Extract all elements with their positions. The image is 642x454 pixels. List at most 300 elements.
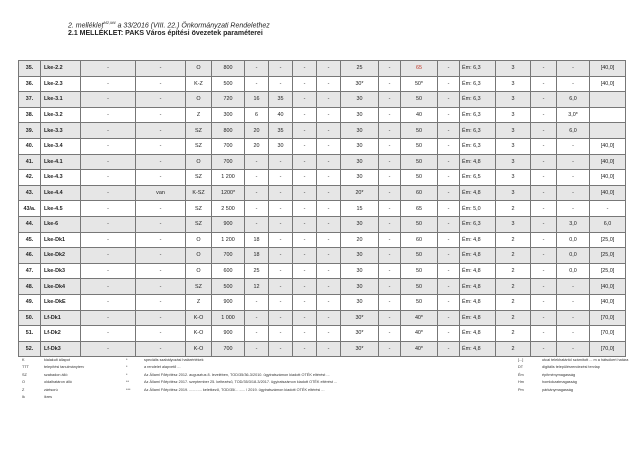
table-cell: 1200*: [212, 185, 245, 201]
table-cell: 2: [496, 201, 531, 217]
table-cell: 50*: [401, 76, 438, 92]
table-cell: K-Z: [186, 76, 212, 92]
table-cell: -: [379, 185, 401, 201]
row-number: 42.: [19, 170, 41, 186]
table-cell: -: [269, 76, 293, 92]
legend-text: Az Állami Főépítész 2017. szeptember 25. keltezésű, TOD/35/3/18-3/2017. ügyiratszámon kiadott OTÉK eltérést ...: [144, 380, 338, 385]
table-cell: 0,0: [557, 248, 590, 264]
table-cell: O: [186, 61, 212, 77]
table-cell: [590, 123, 626, 139]
table-cell: 3: [496, 61, 531, 77]
table-cell: -: [379, 170, 401, 186]
table-cell: -: [438, 263, 460, 279]
legend-key: Hm: [518, 380, 524, 385]
table-cell: -: [438, 341, 460, 357]
table-cell: -: [136, 294, 186, 310]
row-number: 43.: [19, 185, 41, 201]
table-cell: -: [293, 92, 317, 108]
table-cell: O: [186, 263, 212, 279]
table-cell: -: [81, 107, 136, 123]
table-row: [19, 76, 626, 92]
table-cell: 1 200: [212, 170, 245, 186]
table-cell: Ém: 6,3: [460, 123, 496, 139]
table-cell: O: [186, 232, 212, 248]
annex-title: 2. melléklet$^{M2,M4}$ a 33/2016 (VIII. 22.) Önkormányzati Rendelethez: [68, 20, 270, 30]
table-cell: 30*: [341, 310, 379, 326]
table-cell: [25,0]: [590, 263, 626, 279]
legend-text: telepítési tanulmányterv: [44, 365, 85, 370]
table-cell: 2: [496, 310, 531, 326]
table-cell: -: [438, 138, 460, 154]
table-cell: 800: [212, 123, 245, 139]
legend-key: DT: [518, 365, 524, 370]
table-cell: -: [531, 170, 557, 186]
table-cell: -: [81, 294, 136, 310]
table-cell: -: [269, 341, 293, 357]
table-cell: -: [81, 61, 136, 77]
table-cell: -: [245, 341, 269, 357]
legend-text: szabadon álló: [44, 372, 68, 377]
zone-code: Lke-4.5: [41, 201, 81, 217]
table-cell: -: [269, 294, 293, 310]
table-cell: -: [269, 232, 293, 248]
table-cell: -: [293, 263, 317, 279]
table-cell: -: [317, 138, 341, 154]
zone-code: Lke-6: [41, 216, 81, 232]
table-cell: -: [438, 216, 460, 232]
legend-row: [22, 358, 628, 365]
table-cell: -: [269, 248, 293, 264]
row-number: 51.: [19, 326, 41, 342]
table-cell: 50: [401, 170, 438, 186]
table-cell: -: [136, 61, 186, 77]
table-cell: Ém: 4,8: [460, 154, 496, 170]
table-cell: -: [379, 201, 401, 217]
table-cell: [40,0]: [590, 185, 626, 201]
zone-code: Lke-Dk3: [41, 263, 81, 279]
table-cell: Ém: 4,8: [460, 310, 496, 326]
table-cell: 6: [245, 107, 269, 123]
table-cell: -: [245, 310, 269, 326]
table-cell: -: [531, 61, 557, 77]
legend-key: K: [22, 358, 25, 362]
legend-text: építménymagasság: [542, 372, 576, 377]
legend-text: utcai telekhatártól számított ... m a hátsókert határa: [542, 358, 629, 362]
table-cell: 500: [212, 76, 245, 92]
legend-key: Ik: [22, 394, 25, 399]
table-cell: O: [186, 248, 212, 264]
table-cell: -: [438, 310, 460, 326]
table-row: [19, 341, 626, 357]
table-cell: 40*: [401, 310, 438, 326]
table-cell: -: [438, 232, 460, 248]
table-cell: -: [531, 310, 557, 326]
table-cell: 30*: [341, 341, 379, 357]
table-cell: 25: [341, 61, 379, 77]
table-cell: -: [293, 123, 317, 139]
table-cell: SZ: [186, 279, 212, 295]
table-row: [19, 61, 626, 77]
row-number: 52.: [19, 341, 41, 357]
table-cell: Ém: 6,3: [460, 92, 496, 108]
table-row: [19, 107, 626, 123]
table-cell: -: [81, 123, 136, 139]
table-cell: -: [136, 248, 186, 264]
table-cell: -: [293, 279, 317, 295]
table-cell: [70,0]: [590, 310, 626, 326]
table-row: [19, 279, 626, 295]
table-cell: Ém: 6,3: [460, 216, 496, 232]
zone-code: Lke-3.3: [41, 123, 81, 139]
legend-key: **: [126, 380, 129, 385]
table-cell: 35: [269, 92, 293, 108]
table-cell: [40,0]: [590, 279, 626, 295]
table-cell: -: [438, 61, 460, 77]
table-cell: K-O: [186, 341, 212, 357]
table-cell: -: [269, 279, 293, 295]
table-cell: 3: [496, 107, 531, 123]
table-cell: -: [438, 201, 460, 217]
table-cell: -: [438, 107, 460, 123]
table-cell: -: [136, 170, 186, 186]
table-cell: 18: [245, 232, 269, 248]
table-cell: Ém: 4,8: [460, 232, 496, 248]
table-cell: -: [531, 341, 557, 357]
table-cell: -: [293, 154, 317, 170]
table-cell: -: [293, 76, 317, 92]
table-cell: -: [438, 279, 460, 295]
row-number: 44.: [19, 216, 41, 232]
table-cell: 40*: [401, 341, 438, 357]
table-cell: 18: [245, 248, 269, 264]
table-cell: 30: [341, 154, 379, 170]
table-cell: [40,0]: [590, 76, 626, 92]
table-cell: 50: [401, 138, 438, 154]
table-cell: -: [531, 248, 557, 264]
table-cell: -: [379, 279, 401, 295]
legend-text: zártsorú: [44, 387, 58, 392]
zone-code: Lke-DkE: [41, 294, 81, 310]
table-cell: -: [269, 216, 293, 232]
table-cell: -: [317, 248, 341, 264]
table-row: [19, 185, 626, 201]
table-cell: 6,0: [557, 92, 590, 108]
table-cell: 50: [401, 123, 438, 139]
table-cell: 2 500: [212, 201, 245, 217]
table-cell: [590, 92, 626, 108]
table-cell: -: [438, 76, 460, 92]
table-cell: 65: [401, 201, 438, 217]
table-cell: -: [293, 294, 317, 310]
table-cell: -: [245, 294, 269, 310]
table-row: [19, 154, 626, 170]
table-cell: Ém: 6,3: [460, 61, 496, 77]
table-cell: -: [379, 154, 401, 170]
zone-code: Lke-Dk4: [41, 279, 81, 295]
zone-code: Lke-3.4: [41, 138, 81, 154]
table-cell: 50: [401, 154, 438, 170]
table-cell: 1 200: [212, 232, 245, 248]
table-cell: -: [317, 201, 341, 217]
table-cell: -: [379, 326, 401, 342]
zone-code: Lke-3.2: [41, 107, 81, 123]
table-cell: Ém: 6,5: [460, 170, 496, 186]
table-cell: -: [269, 310, 293, 326]
table-cell: -: [293, 341, 317, 357]
table-cell: 3: [496, 92, 531, 108]
zone-code: Lke-4.3: [41, 170, 81, 186]
table-cell: -: [81, 341, 136, 357]
table-row: [19, 170, 626, 186]
table-cell: 3,0*: [557, 107, 590, 123]
table-cell: -: [136, 310, 186, 326]
table-cell: 700: [212, 248, 245, 264]
zone-code: Lke-2.2: [41, 61, 81, 77]
table-cell: -: [293, 201, 317, 217]
table-cell: 20*: [341, 185, 379, 201]
table-cell: 40*: [401, 326, 438, 342]
table-row: [19, 294, 626, 310]
zone-code: Lke-Dk1: [41, 232, 81, 248]
table-cell: 30: [341, 138, 379, 154]
table-cell: -: [438, 154, 460, 170]
table-cell: -: [531, 185, 557, 201]
table-cell: 700: [212, 341, 245, 357]
table-cell: -: [136, 232, 186, 248]
table-cell: Ém: 5,0: [460, 201, 496, 217]
table-cell: -: [379, 248, 401, 264]
table-cell: 2: [496, 341, 531, 357]
legend-text: Az Állami Főépítész 2012. augusztus 8. levelében, TOD/35/36-3/2010. ügyiratszámon kiadott OTÉK eltérést ...: [144, 372, 330, 377]
table-cell: 2: [496, 279, 531, 295]
table-cell: [40,0]: [590, 61, 626, 77]
table-cell: 2: [496, 263, 531, 279]
table-cell: 3: [496, 170, 531, 186]
table-row: [19, 138, 626, 154]
table-cell: -: [269, 154, 293, 170]
table-cell: -: [317, 279, 341, 295]
table-cell: -: [379, 294, 401, 310]
table-cell: van: [136, 185, 186, 201]
row-number: 38.: [19, 107, 41, 123]
legend-key: SZ: [22, 372, 27, 377]
table-cell: -: [245, 76, 269, 92]
row-number: 37.: [19, 92, 41, 108]
legend-text: ikres: [44, 394, 53, 399]
table-cell: [70,0]: [590, 326, 626, 342]
table-cell: Z: [186, 107, 212, 123]
table-cell: -: [81, 263, 136, 279]
table-cell: -: [531, 123, 557, 139]
table-cell: 0,0: [557, 232, 590, 248]
table-cell: -: [269, 170, 293, 186]
table-cell: -: [245, 216, 269, 232]
table-cell: 3,0: [557, 216, 590, 232]
table-cell: -: [81, 76, 136, 92]
table-cell: -: [269, 185, 293, 201]
zone-code: Lke-4.4: [41, 185, 81, 201]
table-cell: [40,0]: [590, 138, 626, 154]
table-cell: -: [531, 279, 557, 295]
table-cell: 16: [245, 92, 269, 108]
table-cell: SZ: [186, 138, 212, 154]
table-cell: -: [590, 201, 626, 217]
table-cell: -: [317, 92, 341, 108]
table-cell: -: [317, 310, 341, 326]
table-cell: 15: [341, 201, 379, 217]
table-row: [19, 201, 626, 217]
table-cell: -: [557, 76, 590, 92]
table-cell: 30*: [341, 326, 379, 342]
table-cell: 6,0: [590, 216, 626, 232]
table-cell: -: [531, 294, 557, 310]
table-cell: -: [317, 107, 341, 123]
table-cell: -: [531, 154, 557, 170]
table-cell: -: [136, 326, 186, 342]
table-cell: -: [531, 92, 557, 108]
table-cell: -: [245, 185, 269, 201]
table-cell: 30: [341, 170, 379, 186]
table-cell: -: [379, 76, 401, 92]
table-cell: -: [136, 92, 186, 108]
table-cell: 65: [401, 61, 438, 77]
table-cell: -: [317, 185, 341, 201]
table-cell: -: [317, 154, 341, 170]
row-number: 36.: [19, 76, 41, 92]
table-row: [19, 216, 626, 232]
table-cell: 40: [269, 107, 293, 123]
table-cell: Ém: 4,8: [460, 279, 496, 295]
legend-key: *: [126, 372, 128, 377]
table-cell: 25: [245, 263, 269, 279]
table-cell: -: [438, 248, 460, 264]
legend-key: Pm: [518, 387, 524, 392]
table-cell: -: [293, 248, 317, 264]
zone-parameters-table: [18, 60, 626, 357]
table-cell: 2: [496, 232, 531, 248]
table-cell: -: [317, 216, 341, 232]
table-cell: 50: [401, 216, 438, 232]
table-cell: Ém: 4,8: [460, 341, 496, 357]
table-cell: -: [531, 76, 557, 92]
table-cell: -: [379, 61, 401, 77]
table-cell: -: [557, 326, 590, 342]
table-cell: -: [557, 341, 590, 357]
legend: [22, 358, 628, 402]
table-cell: K-O: [186, 326, 212, 342]
table-cell: Ém: 6,3: [460, 76, 496, 92]
table-cell: -: [136, 154, 186, 170]
table-cell: 6,0: [557, 123, 590, 139]
zone-code: Lke-4.1: [41, 154, 81, 170]
table-cell: 20: [341, 232, 379, 248]
table-cell: -: [136, 107, 186, 123]
zone-code: Lf-Dk3: [41, 341, 81, 357]
table-cell: -: [531, 232, 557, 248]
table-cell: 12: [245, 279, 269, 295]
table-cell: -: [317, 123, 341, 139]
table-cell: -: [293, 185, 317, 201]
legend-key: TTT: [22, 365, 29, 370]
table-cell: -: [379, 107, 401, 123]
table-cell: Z: [186, 294, 212, 310]
legend-key: [...]: [518, 358, 524, 362]
table-cell: -: [81, 170, 136, 186]
row-number: 45.: [19, 232, 41, 248]
table-cell: [40,0]: [590, 294, 626, 310]
table-cell: Ém: 4,8: [460, 248, 496, 264]
table-cell: 3: [496, 123, 531, 139]
table-cell: [25,0]: [590, 248, 626, 264]
table-cell: -: [293, 61, 317, 77]
legend-text: a rendelet alapvető ...: [144, 365, 181, 370]
table-cell: 30: [341, 123, 379, 139]
table-cell: -: [81, 138, 136, 154]
table-cell: 2: [496, 248, 531, 264]
legend-row: [22, 365, 628, 372]
table-cell: 3: [496, 185, 531, 201]
table-cell: 30: [269, 138, 293, 154]
table-cell: 40: [401, 107, 438, 123]
table-row: [19, 92, 626, 108]
table-cell: 60: [401, 185, 438, 201]
table-cell: -: [269, 61, 293, 77]
table-cell: -: [317, 61, 341, 77]
table-cell: -: [293, 310, 317, 326]
legend-text: speciális szabályozási határértékek: [144, 358, 204, 362]
table-cell: 30: [341, 294, 379, 310]
table-cell: -: [531, 107, 557, 123]
row-number: 40.: [19, 138, 41, 154]
legend-row: [22, 395, 628, 402]
table-cell: -: [379, 216, 401, 232]
legend-text: Az Állami Főépítész 2019. ............ keletkezű, TOD/35/... -.... / 2019. ügyiratszámon kiadott OTÉK eltérési ...: [144, 387, 325, 392]
table-cell: -: [317, 170, 341, 186]
table-row: [19, 310, 626, 326]
legend-row: [22, 380, 628, 387]
zone-code: Lke-2.3: [41, 76, 81, 92]
row-number: 50.: [19, 310, 41, 326]
legend-text: párkánymagasság: [542, 387, 574, 392]
table-cell: 35: [269, 123, 293, 139]
table-cell: K-O: [186, 310, 212, 326]
table-cell: Ém: 4,8: [460, 185, 496, 201]
table-cell: [40,0]: [590, 154, 626, 170]
table-cell: -: [81, 201, 136, 217]
table-cell: -: [531, 216, 557, 232]
table-cell: 30: [341, 92, 379, 108]
legend-key: ***: [126, 387, 131, 392]
table-cell: O: [186, 154, 212, 170]
table-cell: 2: [496, 326, 531, 342]
table-cell: 900: [212, 294, 245, 310]
table-cell: 50: [401, 279, 438, 295]
table-cell: O: [186, 92, 212, 108]
table-cell: -: [136, 263, 186, 279]
row-number: 43/a.: [19, 201, 41, 217]
table-cell: -: [557, 294, 590, 310]
table-cell: 700: [212, 154, 245, 170]
table-cell: -: [438, 326, 460, 342]
table-cell: -: [136, 138, 186, 154]
table-cell: 3: [496, 216, 531, 232]
table-cell: -: [438, 123, 460, 139]
table-cell: -: [379, 232, 401, 248]
table-cell: -: [557, 279, 590, 295]
table-cell: 900: [212, 326, 245, 342]
table-cell: Ém: 4,8: [460, 326, 496, 342]
table-cell: SZ: [186, 123, 212, 139]
